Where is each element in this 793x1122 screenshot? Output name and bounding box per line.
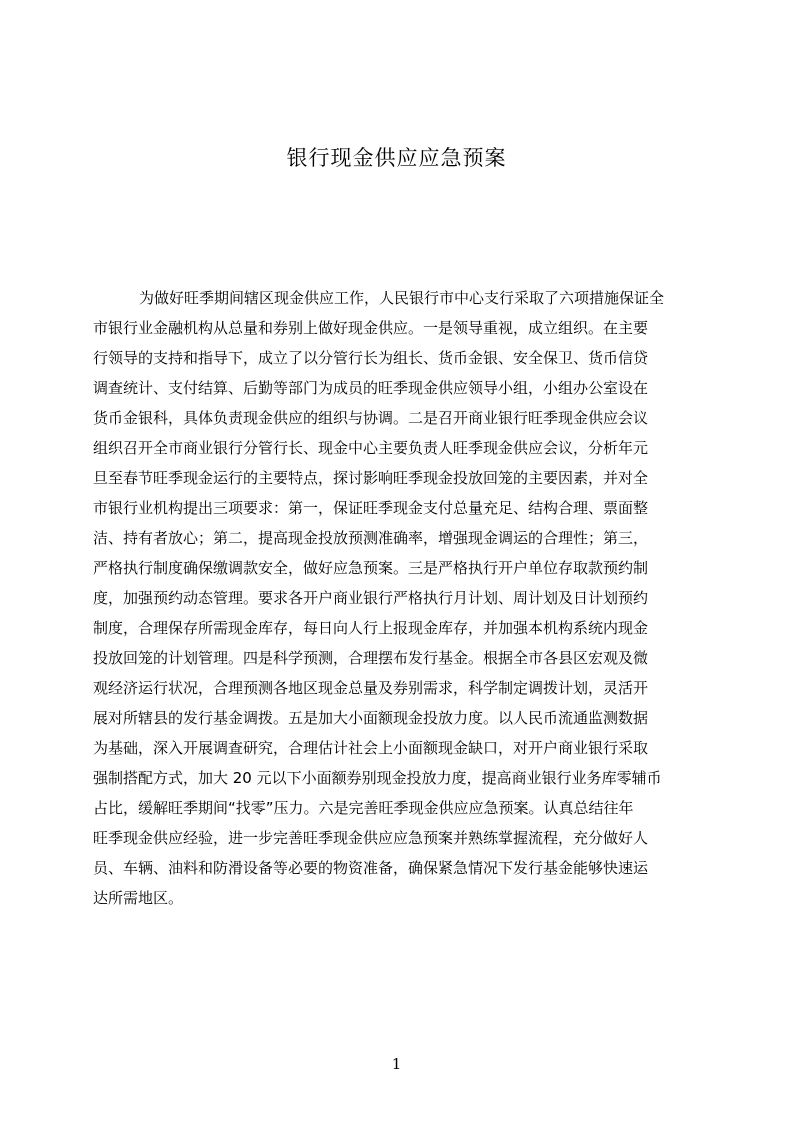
paragraph-line: 市银行业金融机构从总量和券别上做好现金供应。一是领导重视，成立组织。在主要 (93, 319, 649, 337)
paragraph-line: 旦至春节旺季现金运行的主要特点，探讨影响旺季现金投放回笼的主要因素，并对全 (93, 469, 649, 487)
document-title: 银行现金供应应急预案 (286, 146, 507, 170)
paragraph-line: 制度，合理保存所需现金库存，每日向人行上报现金库存，并加强本机构系统内现金 (93, 619, 649, 637)
paragraph-line: 旺季现金供应经验，进一步完善旺季现金供应应急预案并熟练掌握流程，充分做好人 (93, 829, 649, 847)
paragraph-line: 达所需地区。 (93, 889, 184, 907)
paragraph-line: 为基础，深入开展调查研究，合理估计社会上小面额现金缺口，对开户商业银行采取 (93, 739, 649, 757)
paragraph-line: 市银行业机构提出三项要求：第一，保证旺季现金支付总量充足、结构合理、票面整 (93, 499, 649, 517)
paragraph-line: 投放回笼的计划管理。四是科学预测，合理摆布发行基金。根据全市各县区宏观及微 (93, 649, 649, 667)
paragraph-line: 观经济运行状况，合理预测各地区现金总量及券别需求，科学制定调拨计划，灵活开 (93, 679, 649, 697)
paragraph-line: 为做好旺季期间辖区现金供应工作，人民银行市中心支行采取了六项措施保证全 (139, 289, 665, 307)
paragraph-line: 度，加强预约动态管理。要求各开户商业银行严格执行月计划、周计划及日计划预约 (93, 589, 649, 607)
paragraph-line: 强制搭配方式，加大 20 元以下小面额券别现金投放力度，提高商业银行业务库零辅币 (93, 769, 662, 787)
paragraph-line: 严格执行制度确保缴调款安全，做好应急预案。三是严格执行开户单位存取款预约制 (93, 559, 649, 577)
paragraph-line: 货币金银科，具体负责现金供应的组织与协调。二是召开商业银行旺季现金供应会议 (93, 409, 649, 427)
paragraph-line: 行领导的支持和指导下，成立了以分管行长为组长、货币金银、安全保卫、货币信贷 (93, 349, 649, 367)
page-number: 1 (391, 1055, 402, 1073)
paragraph-line: 展对所辖县的发行基金调拨。五是加大小面额现金投放力度。以人民币流通监测数据 (93, 709, 649, 727)
paragraph-line: 员、车辆、油料和防滑设备等必要的物资准备，确保紧急情况下发行基金能够快速运 (93, 859, 649, 877)
body-paragraph (93, 283, 705, 913)
paragraph-line: 占比，缓解旺季期间“找零”压力。六是完善旺季现金供应应急预案。认真总结往年 (93, 799, 634, 817)
paragraph-line: 洁、持有者放心；第二，提高现金投放预测准确率，增强现金调运的合理性；第三， (93, 529, 649, 547)
paragraph-line: 调查统计、支付结算、后勤等部门为成员的旺季现金供应领导小组，小组办公室设在 (93, 379, 649, 397)
paragraph-line: 组织召开全市商业银行分管行长、现金中心主要负责人旺季现金供应会议，分析年元 (93, 439, 649, 457)
